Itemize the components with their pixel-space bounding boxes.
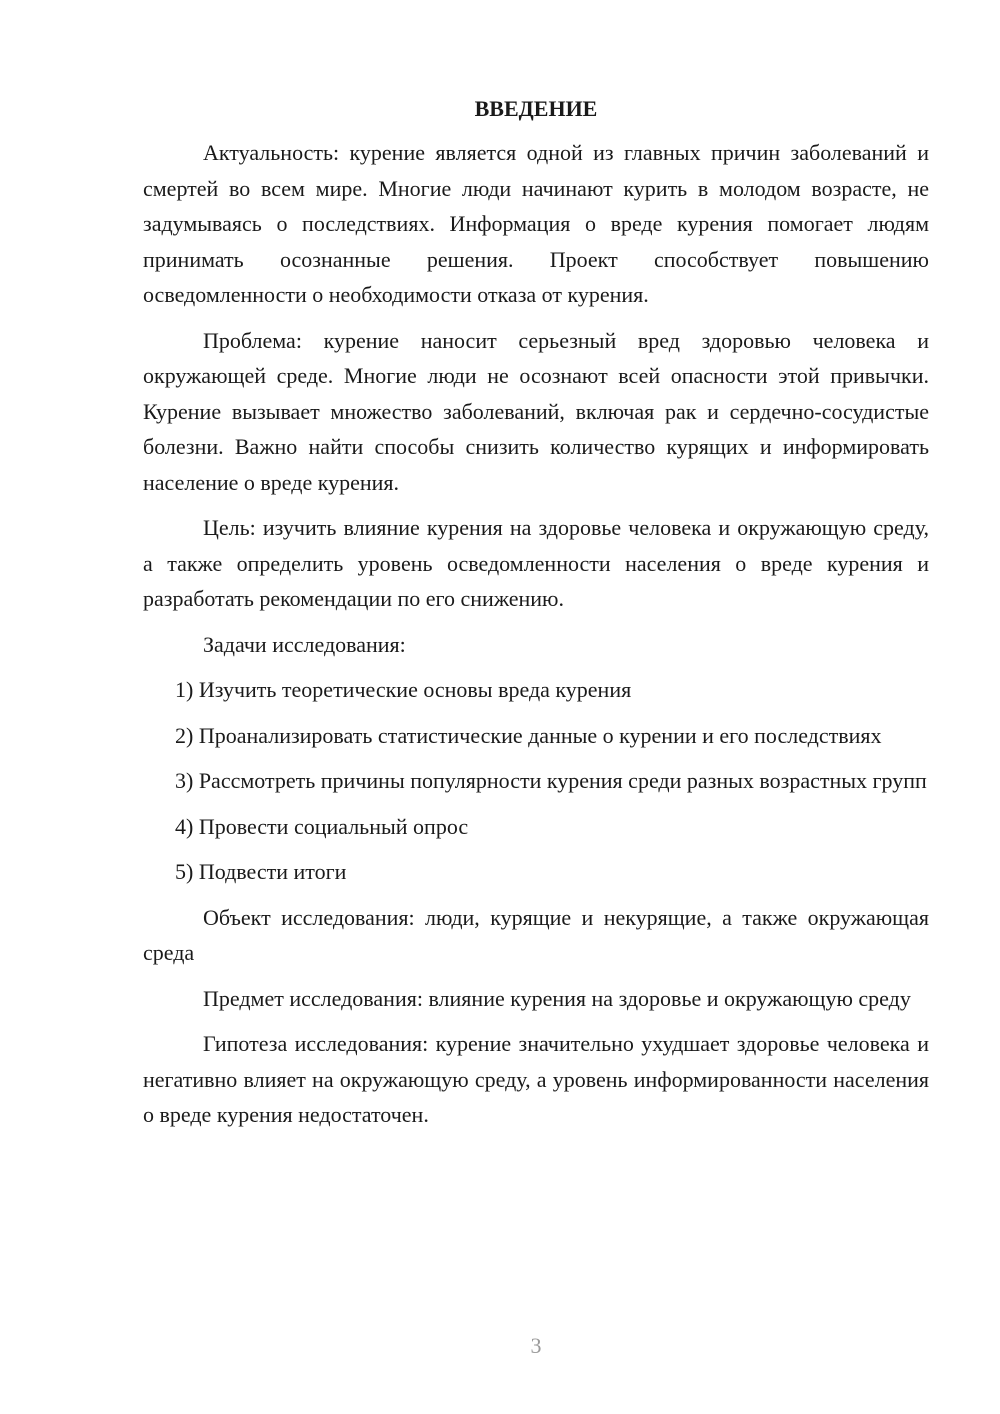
task-item-4: 4) Провести социальный опрос bbox=[175, 813, 469, 839]
task-item-2: 2) Проанализировать статистические данные о курении и его последствиях bbox=[175, 722, 882, 748]
task-item-3: 3) Рассмотреть причины популярности курения среди разных возрастных групп bbox=[175, 768, 927, 793]
task-item-1: 1) Изучить теоретические основы вреда курения bbox=[175, 677, 632, 702]
section-title: ВВЕДЕНИЕ bbox=[474, 96, 598, 121]
relevance-paragraph: Актуальность: курение является одной из главных причин заболеваний и смертей во всем мире. Многие люди начинают курить в молодом возрасте, не задумываясь о последствиях. Информация о вреде курения помогает людям принимать осознанные решения. Проект способствует повышению осведомленности о необходимости отказа от курения. bbox=[143, 140, 929, 307]
goal-paragraph: Цель: изучить влияние курения на здоровье человека и окружающую среду, а также определить уровень осведомленности населения о вреде курения и разработать рекомендации по его снижению. bbox=[143, 515, 929, 611]
subject-paragraph: Предмет исследования: влияние курения на здоровье и окружающую среду bbox=[203, 985, 911, 1011]
object-paragraph: Объект исследования: люди, курящие и некурящие, а также окружающая среда bbox=[143, 904, 929, 965]
page-number: 3 bbox=[530, 1333, 542, 1358]
problem-paragraph: Проблема: курение наносит серьезный вред здоровью человека и окружающей среде. Многие люди не осознают всей опасности этой привычки. Курение вызывает множество заболеваний, включая рак и сердечно-сосудистые болезни. Важно найти способы снизить количество курящих и информировать население о вреде курения. bbox=[143, 327, 929, 495]
task-item-5: 5) Подвести итоги bbox=[175, 859, 347, 884]
tasks-heading: Задачи исследования: bbox=[203, 631, 406, 657]
hypothesis-paragraph: Гипотеза исследования: курение значительно ухудшает здоровье человека и негативно влияет на окружающую среду, а уровень информированности населения о вреде курения недостаточен. bbox=[143, 1031, 929, 1127]
document-body bbox=[143, 92, 929, 1143]
